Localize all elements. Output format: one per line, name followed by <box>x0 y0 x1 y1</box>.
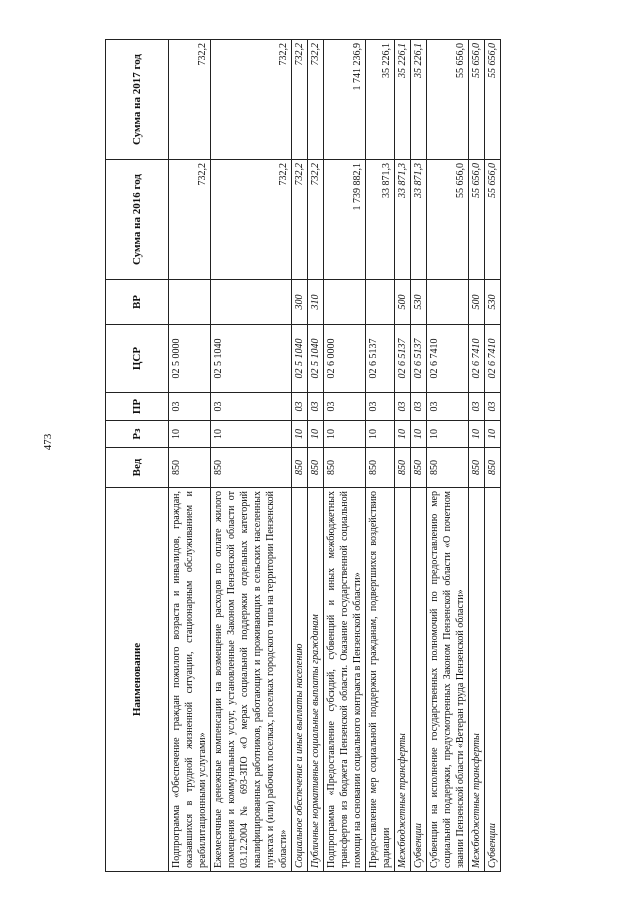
row-sum-2017: 732,2 <box>292 40 308 160</box>
row-sum-2016: 1 739 882,1 <box>324 160 366 280</box>
header-rz: Рз <box>106 421 169 448</box>
table-row <box>211 40 292 872</box>
row-name: Субвенции <box>411 488 427 872</box>
row-name: Ежемесячные денежные компенсации на возмещение расходов по оплате жилого помещения и коммунальных услуг, установленные Законом Пензенской области от 03.12.2004 № 693-ЗПО «О мерах социальной поддержки отдельных категорий квалифицированных работников, работающих и проживающих в сельских населенных пунктах и (или) рабочих поселках, поселках городского типа на территории Пензенской области» <box>211 488 292 872</box>
row-pr: 03 <box>211 393 292 421</box>
table-row <box>324 40 366 872</box>
row-rz: 10 <box>427 421 469 448</box>
header-sum-2017: Сумма на 2017 год <box>106 40 169 160</box>
row-ved: 850 <box>427 448 469 488</box>
row-ved: 850 <box>395 448 411 488</box>
row-rz: 10 <box>324 421 366 448</box>
row-sum-2017: 732,2 <box>211 40 292 160</box>
row-ved: 850 <box>292 448 308 488</box>
header-csr: ЦСР <box>106 325 169 393</box>
row-ved: 850 <box>308 448 324 488</box>
row-name: Социальное обеспечение и иные выплаты населению <box>292 488 308 872</box>
row-sum-2017: 732,2 <box>169 40 211 160</box>
row-name: Подпрограмма «Обеспечение граждан пожилого возраста и инвалидов, граждан, оказавшихся в трудной жизненной ситуации, стационарным обслуживанием и реабилитационными услугами» <box>169 488 211 872</box>
row-pr: 03 <box>469 393 485 421</box>
row-sum-2017: 35 226,1 <box>411 40 427 160</box>
row-sum-2016: 55 656,0 <box>427 160 469 280</box>
page-number: 473 <box>42 433 54 451</box>
row-rz: 10 <box>485 421 501 448</box>
header-sum-2016: Сумма на 2016 год <box>106 160 169 280</box>
table-row <box>469 40 485 872</box>
row-pr: 03 <box>324 393 366 421</box>
row-csr: 02 6 0000 <box>324 325 366 393</box>
header-name: Наименование <box>106 488 169 872</box>
row-vr <box>211 280 292 325</box>
row-sum-2017: 732,2 <box>308 40 324 160</box>
row-rz: 10 <box>366 421 395 448</box>
row-csr: 02 5 0000 <box>169 325 211 393</box>
row-rz: 10 <box>469 421 485 448</box>
row-vr <box>366 280 395 325</box>
row-pr: 03 <box>366 393 395 421</box>
row-sum-2016: 732,2 <box>211 160 292 280</box>
row-name: Межбюджетные трансферты <box>395 488 411 872</box>
row-sum-2016: 732,2 <box>169 160 211 280</box>
row-vr <box>324 280 366 325</box>
row-sum-2017: 55 656,0 <box>427 40 469 160</box>
row-csr: 02 6 5137 <box>411 325 427 393</box>
row-rz: 10 <box>411 421 427 448</box>
row-csr: 02 5 1040 <box>308 325 324 393</box>
row-ved: 850 <box>366 448 395 488</box>
row-csr: 02 6 5137 <box>366 325 395 393</box>
row-rz: 10 <box>211 421 292 448</box>
row-sum-2016: 732,2 <box>292 160 308 280</box>
header-ved: Вед <box>106 448 169 488</box>
row-name: Предоставление мер социальной поддержки гражданам, подвергшихся воздействию радиации <box>366 488 395 872</box>
table-row <box>308 40 324 872</box>
table-header-row <box>106 40 169 872</box>
row-vr: 310 <box>308 280 324 325</box>
row-ved: 850 <box>411 448 427 488</box>
row-sum-2016: 732,2 <box>308 160 324 280</box>
row-vr: 500 <box>469 280 485 325</box>
header-pr: ПР <box>106 393 169 421</box>
row-ved: 850 <box>211 448 292 488</box>
row-name: Подпрограмма «Предоставление субсидий, субвенций и иных межбюджетных трансфертов из бюджета Пензенской области. Оказание государственной социальной помощи на основании социального контракта в Пензенской области» <box>324 488 366 872</box>
row-csr: 02 5 1040 <box>211 325 292 393</box>
row-name: Межбюджетные трансферты <box>469 488 485 872</box>
rotated-table-container <box>105 40 540 872</box>
table-row <box>169 40 211 872</box>
row-vr: 500 <box>395 280 411 325</box>
row-sum-2016: 55 656,0 <box>469 160 485 280</box>
row-pr: 03 <box>485 393 501 421</box>
row-rz: 10 <box>395 421 411 448</box>
row-csr: 02 6 5137 <box>395 325 411 393</box>
row-pr: 03 <box>411 393 427 421</box>
row-sum-2016: 33 871,3 <box>366 160 395 280</box>
table-row <box>485 40 501 872</box>
row-sum-2017: 35 226,1 <box>366 40 395 160</box>
budget-table <box>105 39 501 872</box>
row-pr: 03 <box>427 393 469 421</box>
table-row <box>427 40 469 872</box>
row-sum-2017: 55 656,0 <box>485 40 501 160</box>
row-ved: 850 <box>485 448 501 488</box>
row-name: Субвенции <box>485 488 501 872</box>
row-rz: 10 <box>169 421 211 448</box>
row-ved: 850 <box>324 448 366 488</box>
row-vr <box>427 280 469 325</box>
row-sum-2017: 1 741 236,9 <box>324 40 366 160</box>
row-sum-2016: 55 656,0 <box>485 160 501 280</box>
row-vr: 530 <box>485 280 501 325</box>
header-vr: ВР <box>106 280 169 325</box>
row-pr: 03 <box>292 393 308 421</box>
row-vr: 530 <box>411 280 427 325</box>
row-pr: 03 <box>169 393 211 421</box>
row-pr: 03 <box>395 393 411 421</box>
row-sum-2016: 33 871,3 <box>395 160 411 280</box>
row-pr: 03 <box>308 393 324 421</box>
table-row <box>411 40 427 872</box>
row-rz: 10 <box>292 421 308 448</box>
row-csr: 02 5 1040 <box>292 325 308 393</box>
table-row <box>366 40 395 872</box>
row-vr: 300 <box>292 280 308 325</box>
table-row <box>292 40 308 872</box>
table-row <box>395 40 411 872</box>
row-csr: 02 6 7410 <box>485 325 501 393</box>
row-csr: 02 6 7410 <box>469 325 485 393</box>
row-sum-2016: 33 871,3 <box>411 160 427 280</box>
row-vr <box>169 280 211 325</box>
row-ved: 850 <box>469 448 485 488</box>
row-sum-2017: 55 656,0 <box>469 40 485 160</box>
row-ved: 850 <box>169 448 211 488</box>
row-name: Публичные нормативные социальные выплаты гражданам <box>308 488 324 872</box>
row-sum-2017: 35 226,1 <box>395 40 411 160</box>
row-rz: 10 <box>308 421 324 448</box>
row-csr: 02 6 7410 <box>427 325 469 393</box>
row-name: Субвенции на исполнение государственных полномочий по предоставлению мер социальной поддержки, предусмотренных Законом Пензенской области «О почетном звании Пензенской области «Ветеран труда Пензенской области» <box>427 488 469 872</box>
